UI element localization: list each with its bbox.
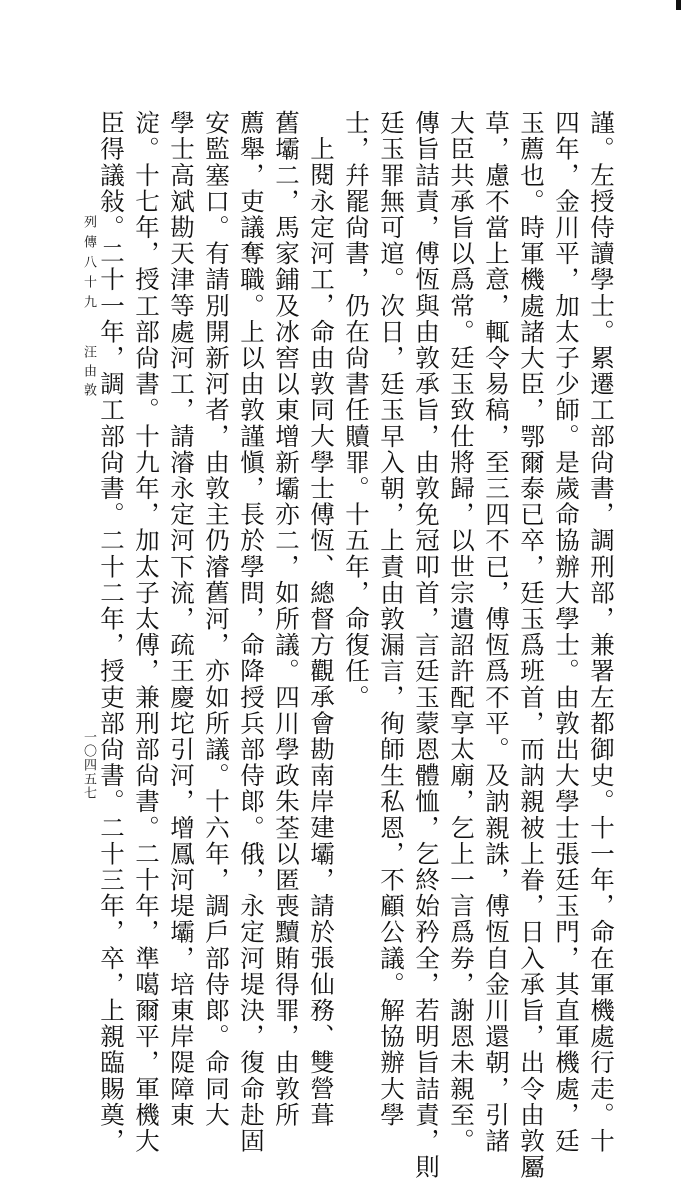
- text-column-7: 廷玉罪無可逭。次日，廷玉早入朝，上責由敦漏言，徇師生私恩，不顧公議。解協辦大學: [377, 110, 406, 1128]
- text-column-8: 士，幷罷尙書，仍在尙書任贖罪。十五年，命復任。: [342, 110, 371, 711]
- text-column-10: 舊壩二，馬家鋪及冰窖以東增新壩亦二，如所議。四川學政朱荃以匿喪黷賄得罪，由敦所: [272, 110, 301, 1128]
- corner-mark: [676, 0, 681, 10]
- running-title: 列傳八十九: [81, 215, 96, 315]
- text-column-9: 上閱永定河工，命由敦同大學士傅恆、總督方觀承會勘南岸建壩，請於張仙務、雙營葺: [307, 136, 336, 1128]
- text-column-4: 草，慮不當上意，輒令易稿，至三四不已，傅恆爲不平。及訥親誅，傅恆自金川還朝，引諸: [482, 110, 511, 1154]
- text-column-2: 四年，金川平，加太子少師。是歲命協辦大學士。由敦出大學士張廷玉門，其直軍機處，廷: [552, 110, 581, 1154]
- text-column-11: 薦舉，吏議奪職。上以由敦謹愼，長於學問，命降授兵部侍郞。俄，永定河堤決，復命赴固: [237, 110, 266, 1154]
- text-column-6: 傳旨詰責，傅恆與由敦承旨，由敦免冠叩首，言廷玉蒙恩體恤，乞終始矜全，若明旨詰責，則: [412, 110, 441, 1180]
- text-column-12: 安監塞口。有請別開新河者，由敦主仍濬舊河，亦如所議。十六年，調戶部侍郞。命同大: [202, 110, 231, 1128]
- text-column-13: 學士高斌勘天津等處河工，請濬永定河下流，疏王慶坨引河，增鳳河堤壩，培東岸隄障東: [167, 110, 196, 1128]
- text-column-14: 淀。十七年，授工部尙書。十九年，加太子太傅，兼刑部尙書。二十年，準噶爾平，軍機大: [132, 110, 161, 1154]
- text-column-15: 臣得議敍。二十一年，調工部尙書。二十二年，授吏部尙書。二十三年，卒，上親臨賜奠，: [97, 110, 126, 1154]
- running-subject: 汪由敦: [81, 345, 96, 402]
- page-number: 一〇四五七: [81, 730, 96, 800]
- text-column-1: 謹。左授侍讀學士。累遷工部尙書，調刑部，兼署左都御史。十一年，命在軍機處行走。十: [587, 110, 616, 1154]
- text-column-3: 玉薦也。時軍機處諸大臣，鄂爾泰已卒，廷玉爲班首，而訥親被上眷，日入承旨，出令由敦屬: [517, 110, 546, 1180]
- text-column-5: 大臣共承旨以爲常。廷玉致仕將歸，以世宗遺詔許配享太廟，乞上一言爲券，謝恩未親至。: [447, 110, 476, 1154]
